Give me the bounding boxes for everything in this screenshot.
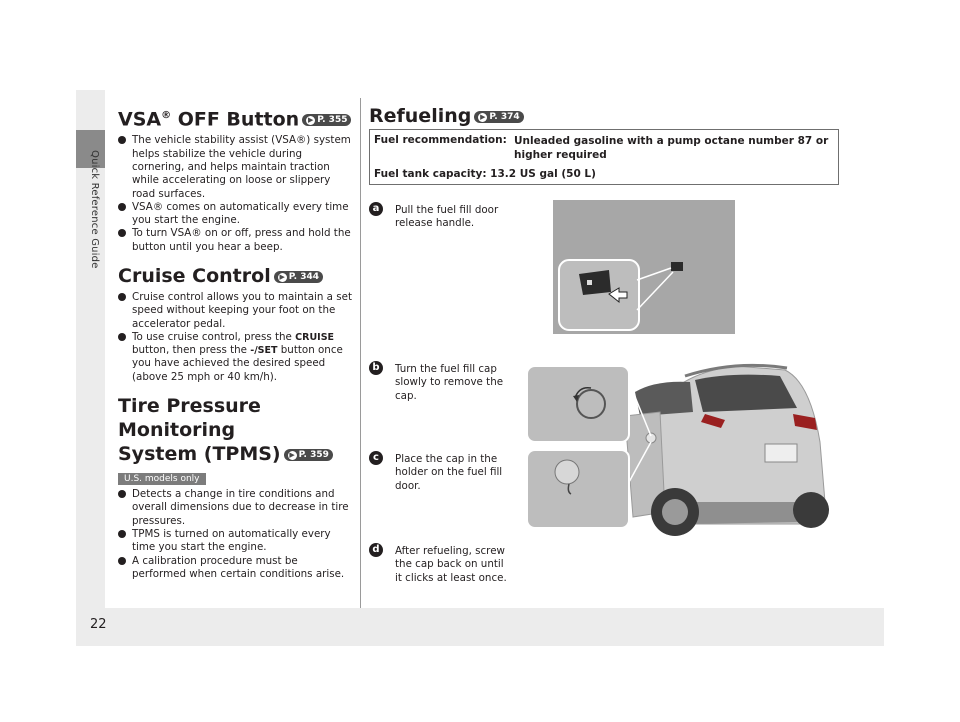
vsa-title: VSA: [118, 108, 162, 131]
refuel-step-3: [369, 451, 509, 495]
fuel-release-handle-photo: [553, 200, 735, 334]
vsa-page-ref-link[interactable]: ▶ P. 355: [302, 114, 351, 126]
cruise-button-name: CRUISE: [295, 331, 335, 343]
tpms-section: [118, 394, 354, 581]
step-text: Place the cap in the holder on the fuel fill door.: [395, 453, 503, 492]
step-number: c: [369, 451, 383, 465]
bullet-icon: [118, 293, 126, 301]
step-text: After refueling, screw the cap back on until it clicks at least once.: [395, 545, 507, 584]
sidebar-label: Quick Reference Guide: [89, 150, 100, 269]
list-item: A calibration procedure must be performed when certain conditions arise.: [118, 555, 354, 582]
step-number: b: [369, 361, 383, 375]
left-column: [118, 104, 354, 591]
list-item: VSA® comes on automatically every time you start the engine.: [118, 201, 354, 228]
set-button-name: -/SET: [250, 345, 278, 357]
tpms-heading: Tire Pressure Monitoring System (TPMS) ▶ P. 359: [118, 394, 354, 466]
list-item: To turn VSA® on or off, press and hold the button until you hear a beep.: [118, 227, 354, 254]
fuel-recommendation-label: Fuel recommendation:: [374, 134, 507, 146]
list-item: TPMS is turned on automatically every time you start the engine.: [118, 528, 354, 555]
column-divider: [360, 98, 361, 608]
fuel-recommendation-value: Unleaded gasoline with a pump octane number 87 or higher required: [514, 135, 829, 161]
arrow-icon: ▶: [307, 116, 314, 125]
refuel-step-4: [369, 543, 509, 587]
vsa-heading: [118, 104, 354, 131]
list-item: To use cruise control, press the CRUISE button, then press the -/SET button once you have achieved the desired speed (above 25 mph or 40 km/h).: [118, 331, 354, 384]
vsa-title-rest: OFF Button: [171, 108, 300, 131]
bullet-icon: [118, 229, 126, 237]
list-item: Detects a change in tire conditions and overall dimensions due to decrease in tire pressures.: [118, 488, 354, 528]
page-number: 22: [90, 617, 107, 632]
arrow-icon: ▶: [289, 451, 295, 460]
cruise-heading: Cruise Control ▶ P. 344: [118, 264, 354, 288]
fuel-spec-box: [369, 129, 839, 185]
cruise-bullets: [118, 291, 354, 384]
bullet-icon: [118, 333, 126, 341]
refueling-page-ref-link[interactable]: ▶ P. 374: [474, 111, 523, 123]
cruise-page-ref-link[interactable]: ▶ P. 344: [274, 271, 323, 283]
step-number: a: [369, 202, 383, 216]
step-number: d: [369, 543, 383, 557]
bullet-icon: [118, 557, 126, 565]
tpms-page-ref-link[interactable]: ▶ P. 359: [284, 449, 333, 461]
refuel-step-2: [369, 361, 509, 405]
vsa-section: [118, 104, 354, 254]
bullet-icon: [118, 136, 126, 144]
vsa-reg-mark: ®: [161, 110, 172, 121]
vsa-bullets: [118, 134, 354, 254]
refueling-heading: Refueling ▶ P. 374: [369, 104, 869, 128]
footer-bar: [76, 608, 884, 646]
tpms-bullets: [118, 488, 354, 581]
us-models-badge: U.S. models only: [118, 473, 206, 485]
step-text: Turn the fuel fill cap slowly to remove the cap.: [395, 363, 504, 402]
right-column: [369, 104, 869, 128]
fuel-tank-capacity: Fuel tank capacity: 13.2 US gal (50 L): [374, 168, 596, 180]
list-item: The vehicle stability assist (VSA®) system helps stabilize the vehicle during cornering, and helps maintain traction while accelerating on loose or slippery road surfaces.: [118, 134, 354, 200]
arrow-icon: ▶: [279, 273, 285, 281]
fuel-release-illustration: [553, 200, 735, 334]
refuel-step-1: [369, 202, 509, 242]
cruise-section: [118, 264, 354, 384]
bullet-icon: [118, 530, 126, 538]
bullet-icon: [118, 203, 126, 211]
list-item: Cruise control allows you to maintain a set speed without keeping your foot on the accelerator pedal.: [118, 291, 354, 331]
bullet-icon: [118, 490, 126, 498]
vehicle-rear-illustration: [525, 352, 830, 544]
arrow-icon: ▶: [480, 113, 486, 121]
step-text: Pull the fuel fill door release handle.: [395, 204, 499, 230]
